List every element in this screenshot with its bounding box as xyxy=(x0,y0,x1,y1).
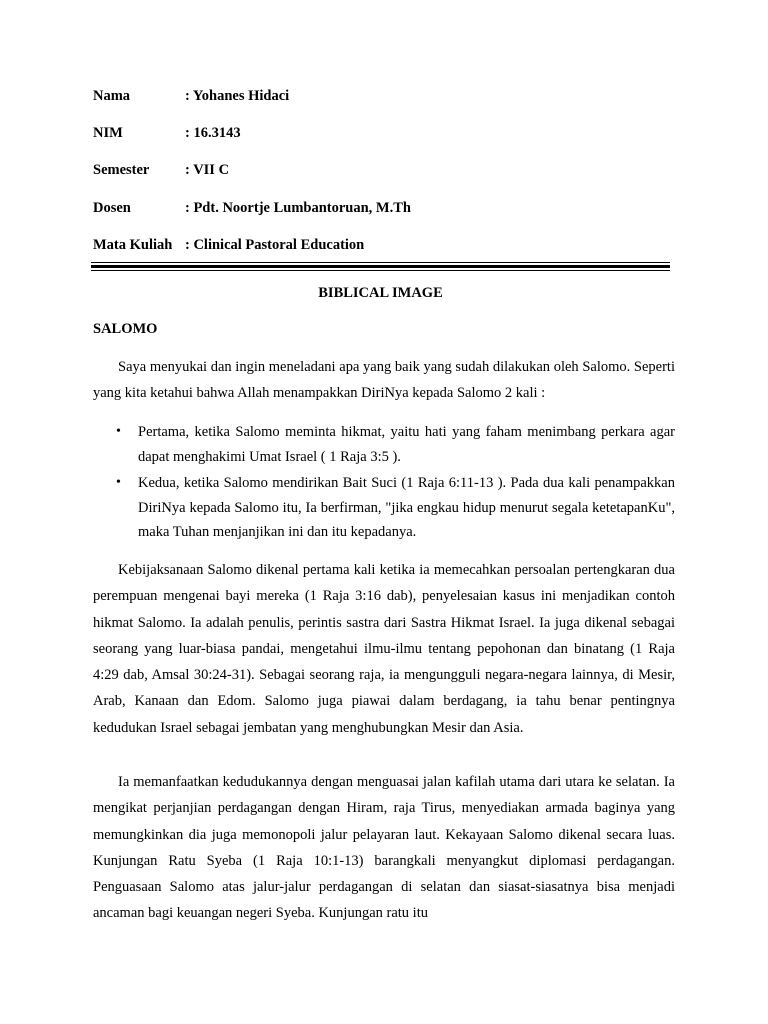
info-label: NIM xyxy=(93,125,123,141)
info-value: : 16.3143 xyxy=(185,125,241,141)
intro-paragraph: Saya menyukai dan ingin meneladani apa yang baik yang sudah dilakukan oleh Salomo. Seperti yang kita ketahui bahwa Allah menampakkan DiriNya kepada Salomo 2 kali : xyxy=(93,359,675,402)
header-rule-thick xyxy=(91,265,670,268)
header-rule-top xyxy=(91,262,670,263)
body-paragraph: Ia memanfaatkan kedudukannya dengan menguasai jalan kafilah utama dari utara ke selatan. Ia mengikat perjanjian perdagangan dengan Hiram, raja Tirus, menyediakan armada baginya yang memungkinkan dia juga memonopoli jalur pelayaran laut. Kekayaan Salomo dikenal secara luas. Kunjungan Ratu Syeba (1 Raja 10:1-13) barangkali menyangkut diplomasi perdagangan. Penguasaan Salomo atas jalur-jalur perdagangan di selatan dan siasat-siasatnya bisa menjadi ancaman bagi keuangan negeri Syeba. Kunjungan ratu itu xyxy=(93,774,675,922)
info-row-semester xyxy=(93,162,229,179)
bullet-list xyxy=(93,420,675,547)
info-value: : VII C xyxy=(185,162,230,178)
bullet-text: Kedua, ketika Salomo mendirikan Bait Suci (1 Raja 6:11-13 ). Pada dua kali penampakkan DiriNya kepada Salomo itu, Ia berfirman, "jika engkau hidup menurut segala ketetapanKu", maka Tuhan menjanjikan ini dan itu kepadanya. xyxy=(138,475,675,540)
info-label: Mata Kuliah xyxy=(93,237,173,253)
bullet-icon: • xyxy=(116,424,121,439)
info-value: : Clinical Pastoral Education xyxy=(185,237,365,253)
info-row-nama xyxy=(93,88,289,105)
section-heading: SALOMO xyxy=(93,321,158,337)
info-label: Semester xyxy=(93,162,150,178)
info-row-dosen xyxy=(93,200,411,217)
list-item xyxy=(93,471,675,545)
info-row-nim xyxy=(93,125,241,142)
list-item xyxy=(93,420,675,469)
document-title: BIBLICAL IMAGE xyxy=(318,285,443,301)
bullet-icon: • xyxy=(116,475,121,490)
header-rule-bottom xyxy=(91,270,670,271)
info-row-mata-kuliah xyxy=(93,237,364,254)
bullet-text: Pertama, ketika Salomo meminta hikmat, yaitu hati yang faham menimbang perkara agar dapat menghakimi Umat Israel ( 1 Raja 3:5 ). xyxy=(138,424,675,465)
info-value: : Pdt. Noortje Lumbantoruan, M.Th xyxy=(185,200,411,216)
body-paragraph: Kebijaksanaan Salomo dikenal pertama kali ketika ia memecahkan persoalan pertengkaran dua perempuan mengenai bayi mereka (1 Raja 3:16 dab), penyelesaian kasus ini menjadikan contoh hikmat Salomo. Ia adalah penulis, perintis sastra dari Sastra Hikmat Israel. Ia juga dikenal sebagai seorang yang luar-biasa pandai, mengetahui ilmu-ilmu tentang pepohonan dan binatang (1 Raja 4:29 dab, Amsal 30:24-31). Sebagai seorang raja, ia mengungguli negara-negara lainnya, di Mesir, Arab, Kanaan dan Edom. Salomo juga piawai dalam berdagang, ia tahu benar pentingnya kedudukan Israel sebagai jembatan yang menghubungkan Mesir dan Asia. xyxy=(93,562,675,736)
info-label: Nama xyxy=(93,88,131,104)
info-value: : Yohanes Hidaci xyxy=(185,88,290,104)
info-label: Dosen xyxy=(93,200,131,216)
